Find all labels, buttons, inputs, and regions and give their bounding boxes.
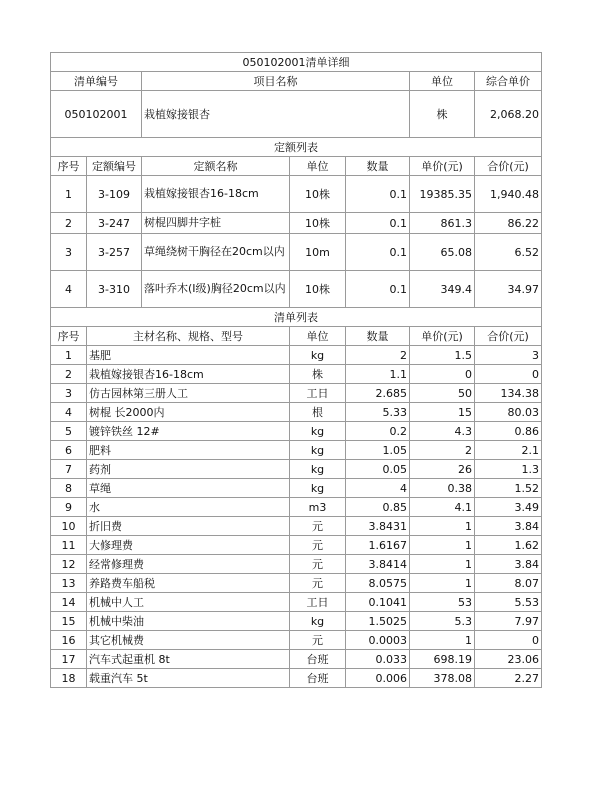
material-total: 3: [475, 346, 542, 365]
material-row: [51, 384, 542, 403]
material-total: 23.06: [475, 650, 542, 669]
material-name: 镀锌铁丝 12#: [87, 422, 290, 441]
material-col-index: 序号: [51, 327, 87, 346]
material-price: 1: [410, 517, 475, 536]
material-index: 10: [51, 517, 87, 536]
material-price: 378.08: [410, 669, 475, 688]
material-row: [51, 460, 542, 479]
quota-unit: 10株: [290, 176, 346, 213]
quota-qty: 0.1: [346, 176, 410, 213]
quota-price: 65.08: [410, 234, 475, 271]
material-total: 2.1: [475, 441, 542, 460]
material-unit: kg: [290, 346, 346, 365]
material-price: 1: [410, 555, 475, 574]
material-header-row: [51, 327, 542, 346]
material-index: 14: [51, 593, 87, 612]
quota-name: 落叶乔木(I级)胸径20cm以内: [142, 271, 290, 308]
material-qty: 2.685: [346, 384, 410, 403]
quota-row: [51, 234, 542, 271]
material-total: 7.97: [475, 612, 542, 631]
quota-code: 3-257: [87, 234, 142, 271]
material-row: [51, 479, 542, 498]
quota-total: 86.22: [475, 213, 542, 234]
material-price: 0: [410, 365, 475, 384]
item-price: 2,068.20: [475, 91, 542, 138]
quota-header-row: [51, 157, 542, 176]
material-unit: 元: [290, 574, 346, 593]
material-qty: 0.05: [346, 460, 410, 479]
material-total: 3.84: [475, 555, 542, 574]
material-total: 1.62: [475, 536, 542, 555]
material-row: [51, 365, 542, 384]
quota-unit: 10株: [290, 213, 346, 234]
material-col-total: 合价(元): [475, 327, 542, 346]
quota-total: 1,940.48: [475, 176, 542, 213]
material-index: 3: [51, 384, 87, 403]
material-index: 13: [51, 574, 87, 593]
material-price: 15: [410, 403, 475, 422]
material-col-name: 主材名称、规格、型号: [87, 327, 290, 346]
material-row: [51, 498, 542, 517]
material-unit: 株: [290, 365, 346, 384]
material-qty: 8.0575: [346, 574, 410, 593]
quota-section-row: [51, 138, 542, 157]
material-index: 5: [51, 422, 87, 441]
material-name: 肥料: [87, 441, 290, 460]
material-name: 汽车式起重机 8t: [87, 650, 290, 669]
material-price: 2: [410, 441, 475, 460]
material-unit: kg: [290, 479, 346, 498]
material-unit: kg: [290, 441, 346, 460]
price-header: 综合单价: [475, 72, 542, 91]
material-total: 1.3: [475, 460, 542, 479]
material-row: [51, 631, 542, 650]
item-header-row: [51, 72, 542, 91]
material-unit: kg: [290, 460, 346, 479]
quota-index: 4: [51, 271, 87, 308]
material-total: 80.03: [475, 403, 542, 422]
quota-row: [51, 213, 542, 234]
material-index: 9: [51, 498, 87, 517]
quota-row: [51, 176, 542, 213]
material-total: 5.53: [475, 593, 542, 612]
material-name: 树棍 长2000内: [87, 403, 290, 422]
material-total: 3.84: [475, 517, 542, 536]
material-index: 4: [51, 403, 87, 422]
material-name: 折旧费: [87, 517, 290, 536]
material-qty: 0.2: [346, 422, 410, 441]
material-name: 机械中柴油: [87, 612, 290, 631]
material-col-price: 单价(元): [410, 327, 475, 346]
material-name: 仿古园林第三册人工: [87, 384, 290, 403]
material-price: 1: [410, 574, 475, 593]
material-unit: m3: [290, 498, 346, 517]
material-name: 养路费车船税: [87, 574, 290, 593]
material-qty: 2: [346, 346, 410, 365]
quota-col-unit: 单位: [290, 157, 346, 176]
material-qty: 3.8414: [346, 555, 410, 574]
item-name: 栽植嫁接银杏: [142, 91, 410, 138]
material-row: [51, 669, 542, 688]
material-index: 1: [51, 346, 87, 365]
material-unit: 元: [290, 555, 346, 574]
material-total: 2.27: [475, 669, 542, 688]
material-row: [51, 422, 542, 441]
material-qty: 1.6167: [346, 536, 410, 555]
material-index: 12: [51, 555, 87, 574]
material-row: [51, 574, 542, 593]
quota-unit: 10株: [290, 271, 346, 308]
quota-col-qty: 数量: [346, 157, 410, 176]
material-total: 0: [475, 365, 542, 384]
quota-total: 6.52: [475, 234, 542, 271]
material-unit: 工日: [290, 593, 346, 612]
material-unit: 台班: [290, 669, 346, 688]
material-name: 大修理费: [87, 536, 290, 555]
quota-index: 2: [51, 213, 87, 234]
quota-unit: 10m: [290, 234, 346, 271]
material-col-qty: 数量: [346, 327, 410, 346]
material-price: 5.3: [410, 612, 475, 631]
title-row: [51, 53, 542, 72]
quota-col-code: 定额编号: [87, 157, 142, 176]
quota-name: 栽植嫁接银杏16-18cm: [142, 176, 290, 213]
material-price: 1: [410, 536, 475, 555]
quota-section-title: 定额列表: [51, 138, 542, 157]
material-index: 11: [51, 536, 87, 555]
quota-index: 3: [51, 234, 87, 271]
quota-total: 34.97: [475, 271, 542, 308]
material-name: 药剂: [87, 460, 290, 479]
material-name: 机械中人工: [87, 593, 290, 612]
material-total: 0.86: [475, 422, 542, 441]
material-unit: 元: [290, 536, 346, 555]
material-index: 7: [51, 460, 87, 479]
material-row: [51, 612, 542, 631]
material-row: [51, 441, 542, 460]
material-total: 8.07: [475, 574, 542, 593]
material-unit: kg: [290, 612, 346, 631]
name-header: 项目名称: [142, 72, 410, 91]
material-qty: 0.0003: [346, 631, 410, 650]
material-price: 0.38: [410, 479, 475, 498]
material-index: 6: [51, 441, 87, 460]
material-name: 栽植嫁接银杏16-18cm: [87, 365, 290, 384]
material-price: 50: [410, 384, 475, 403]
quota-code: 3-109: [87, 176, 142, 213]
quota-qty: 0.1: [346, 271, 410, 308]
quota-qty: 0.1: [346, 234, 410, 271]
material-index: 2: [51, 365, 87, 384]
material-total: 134.38: [475, 384, 542, 403]
quota-name: 树棍四脚井字桩: [142, 213, 290, 234]
material-qty: 0.033: [346, 650, 410, 669]
material-price: 26: [410, 460, 475, 479]
material-unit: 工日: [290, 384, 346, 403]
material-price: 1: [410, 631, 475, 650]
unit-header: 单位: [410, 72, 475, 91]
material-qty: 1.05: [346, 441, 410, 460]
material-name: 经常修理费: [87, 555, 290, 574]
material-price: 4.3: [410, 422, 475, 441]
material-name: 其它机械费: [87, 631, 290, 650]
material-total: 1.52: [475, 479, 542, 498]
quota-col-price: 单价(元): [410, 157, 475, 176]
material-name: 草绳: [87, 479, 290, 498]
material-total: 0: [475, 631, 542, 650]
material-qty: 1.5025: [346, 612, 410, 631]
material-index: 8: [51, 479, 87, 498]
quota-col-index: 序号: [51, 157, 87, 176]
material-price: 53: [410, 593, 475, 612]
bill-detail-table: [50, 52, 542, 688]
quota-price: 861.3: [410, 213, 475, 234]
quota-code: 3-247: [87, 213, 142, 234]
material-qty: 3.8431: [346, 517, 410, 536]
material-qty: 4: [346, 479, 410, 498]
material-section-title: 清单列表: [51, 308, 542, 327]
item-code: 050102001: [51, 91, 142, 138]
material-unit: kg: [290, 422, 346, 441]
material-unit: 根: [290, 403, 346, 422]
material-row: [51, 555, 542, 574]
material-name: 水: [87, 498, 290, 517]
quota-price: 19385.35: [410, 176, 475, 213]
material-row: [51, 536, 542, 555]
quota-index: 1: [51, 176, 87, 213]
material-name: 基肥: [87, 346, 290, 365]
material-col-unit: 单位: [290, 327, 346, 346]
material-row: [51, 403, 542, 422]
material-row: [51, 517, 542, 536]
material-price: 1.5: [410, 346, 475, 365]
material-qty: 5.33: [346, 403, 410, 422]
material-index: 18: [51, 669, 87, 688]
material-price: 4.1: [410, 498, 475, 517]
material-qty: 0.85: [346, 498, 410, 517]
table-title: 050102001清单详细: [51, 53, 542, 72]
quota-code: 3-310: [87, 271, 142, 308]
quota-row: [51, 271, 542, 308]
material-qty: 0.1041: [346, 593, 410, 612]
material-unit: 元: [290, 517, 346, 536]
quota-name: 草绳绕树干胸径在20cm以内: [142, 234, 290, 271]
material-qty: 1.1: [346, 365, 410, 384]
material-index: 17: [51, 650, 87, 669]
item-row: [51, 91, 542, 138]
material-name: 载重汽车 5t: [87, 669, 290, 688]
material-row: [51, 346, 542, 365]
quota-col-name: 定额名称: [142, 157, 290, 176]
material-unit: 台班: [290, 650, 346, 669]
material-section-row: [51, 308, 542, 327]
material-index: 16: [51, 631, 87, 650]
code-header: 清单编号: [51, 72, 142, 91]
quota-col-total: 合价(元): [475, 157, 542, 176]
material-index: 15: [51, 612, 87, 631]
material-row: [51, 650, 542, 669]
item-unit: 株: [410, 91, 475, 138]
material-qty: 0.006: [346, 669, 410, 688]
quota-qty: 0.1: [346, 213, 410, 234]
quota-price: 349.4: [410, 271, 475, 308]
material-row: [51, 593, 542, 612]
material-unit: 元: [290, 631, 346, 650]
material-total: 3.49: [475, 498, 542, 517]
material-price: 698.19: [410, 650, 475, 669]
